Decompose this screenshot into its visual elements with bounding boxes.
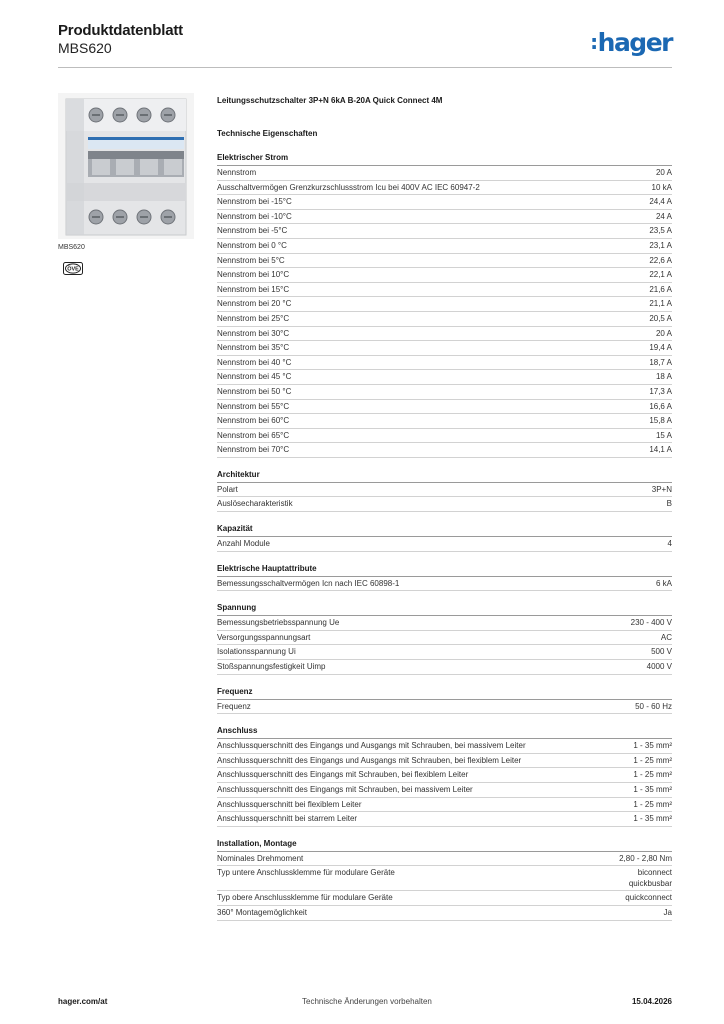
spec-value [649, 312, 672, 326]
spec-row [217, 429, 672, 444]
spec-label: Frequenz [217, 701, 251, 711]
spec-label: Ausschaltvermögen Grenzkurzschlussstrom Icu bei 400V AC IEC 60947-2 [217, 182, 480, 192]
spec-value [649, 297, 672, 311]
spec-row [217, 577, 672, 592]
datasheet-content [217, 96, 672, 921]
group-heading: Elektrische Hauptattribute [217, 562, 672, 577]
spec-value [649, 195, 672, 209]
spec-row [217, 754, 672, 769]
spec-value-text: 20 A [655, 328, 672, 338]
spec-row [217, 341, 672, 356]
spec-value [649, 254, 672, 268]
spec-value-text: 17,3 A [649, 386, 672, 396]
spec-label: Versorgungsspannungsart [217, 632, 311, 642]
spec-value-text: 15 A [655, 430, 672, 440]
spec-value [649, 356, 672, 370]
spec-row [217, 645, 672, 660]
spec-label: Bemessungsbetriebsspannung Ue [217, 618, 340, 628]
footer-notice: Technische Änderungen vorbehalten [302, 997, 432, 1006]
spec-row [217, 700, 672, 715]
spec-row [217, 356, 672, 371]
spec-label: Anschlussquerschnitt des Eingangs und Ausgangs mit Schrauben, bei massivem Leiter [217, 741, 526, 751]
spec-value-text: 1 - 25 mm² [633, 755, 672, 765]
spec-value [635, 700, 672, 714]
spec-label: Typ obere Anschlussklemme für modulare Geräte [217, 893, 393, 903]
product-code: MBS620 [58, 40, 112, 56]
spec-value [619, 852, 672, 866]
spec-value-text: 24,4 A [649, 197, 672, 207]
spec-label: Nennstrom bei 25°C [217, 313, 290, 323]
spec-label: Bemessungsschaltvermögen Icn nach IEC 60898-1 [217, 578, 400, 588]
spec-value-text: 1 - 25 mm² [633, 799, 672, 809]
spec-label: 360° Montagemöglichkeit [217, 907, 307, 917]
spec-label: Anschlussquerschnitt des Eingangs mit Schrauben, bei massivem Leiter [217, 785, 473, 794]
spec-row [217, 443, 672, 458]
spec-value [668, 537, 672, 551]
spec-value-text: 18,7 A [649, 357, 672, 367]
spec-label: Isolationsspannung Ui [217, 647, 296, 657]
spec-value [633, 739, 672, 753]
spec-row [217, 385, 672, 400]
spec-value [633, 754, 672, 768]
spec-value [633, 768, 672, 782]
spec-value [651, 645, 672, 659]
spec-value-text: 23,1 A [649, 240, 672, 250]
spec-value-text: 22,1 A [649, 270, 672, 280]
spec-row [217, 370, 672, 385]
spec-value-text: 6 kA [655, 578, 672, 588]
spec-label: Nennstrom bei 40 °C [217, 357, 292, 367]
spec-value-text: 16,6 A [649, 401, 672, 411]
group-heading: Anschluss [217, 724, 672, 739]
spec-label: Stoßspannungsfestigkeit Uimp [217, 662, 326, 672]
spec-value [667, 497, 672, 511]
spec-value-text: 23,5 A [649, 226, 672, 236]
spec-label: Anschlussquerschnitt des Eingangs mit Schrauben, bei flexiblem Leiter [217, 770, 469, 780]
spec-label: Nennstrom bei -15°C [217, 197, 292, 207]
group-heading: Frequenz [217, 685, 672, 700]
spec-value [649, 414, 672, 428]
spec-row [217, 239, 672, 254]
spec-label: Nennstrom bei 60°C [217, 416, 290, 426]
spec-label: Nennstrom bei 35°C [217, 343, 290, 353]
spec-label: Nennstrom bei 10°C [217, 270, 290, 280]
spec-row [217, 906, 672, 921]
spec-value [656, 577, 672, 591]
spec-value [656, 370, 672, 384]
spec-row [217, 210, 672, 225]
spec-row [217, 866, 672, 891]
spec-value [656, 166, 672, 180]
spec-value [649, 239, 672, 253]
group-heading: Elektrischer Strom [217, 151, 672, 166]
spec-row [217, 181, 672, 196]
spec-value-text: biconnect [637, 868, 672, 878]
svg-text:ÖVE: ÖVE [67, 266, 79, 273]
spec-groups [217, 151, 672, 921]
product-title: Leitungsschutzschalter 3P+N 6kA B-20A Quick Connect 4M [217, 96, 443, 105]
spec-row [217, 798, 672, 813]
spec-value-text-2: quickbusbar [628, 879, 672, 889]
spec-value-text: 21,1 A [649, 299, 672, 309]
hager-logo: :hager [590, 28, 672, 57]
group-heading: Installation, Montage [217, 837, 672, 852]
spec-value-text: 4 [667, 539, 672, 549]
footer-date: 15.04.2026 [631, 997, 672, 1006]
spec-label: Nennstrom bei 65°C [217, 430, 290, 440]
spec-label: Nennstrom bei -10°C [217, 211, 292, 221]
header-divider [58, 67, 672, 68]
spec-value-text: 20,5 A [649, 313, 672, 323]
spec-row [217, 224, 672, 239]
spec-row [217, 852, 672, 867]
spec-value [649, 283, 672, 297]
spec-label: Nennstrom bei 70°C [217, 445, 290, 455]
spec-row [217, 783, 672, 798]
spec-value [649, 443, 672, 457]
spec-row [217, 268, 672, 283]
spec-value [661, 631, 672, 645]
spec-row [217, 312, 672, 327]
spec-label: Anschlussquerschnitt bei starrem Leiter [217, 814, 358, 824]
spec-row [217, 327, 672, 342]
spec-value-text: 230 - 400 V [630, 618, 672, 628]
spec-value-text: 1 - 35 mm² [633, 741, 672, 751]
spec-row [217, 283, 672, 298]
spec-row [217, 195, 672, 210]
spec-row [217, 537, 672, 552]
spec-value-text: 1 - 35 mm² [633, 814, 672, 824]
spec-value-text: 10 kA [651, 182, 672, 192]
spec-value-text: 15,8 A [649, 416, 672, 426]
spec-row [217, 616, 672, 631]
spec-row [217, 400, 672, 415]
spec-label: Anschlussquerschnitt des Eingangs und Ausgangs mit Schrauben, bei flexiblem Leiter [217, 755, 522, 765]
spec-label: Nennstrom bei 55°C [217, 401, 290, 411]
spec-value [649, 224, 672, 238]
spec-row [217, 812, 672, 827]
spec-value [649, 268, 672, 282]
spec-row [217, 660, 672, 675]
spec-value [649, 385, 672, 399]
spec-value [633, 798, 672, 812]
spec-value [647, 660, 672, 674]
spec-label: Polart [217, 484, 238, 494]
spec-value [656, 327, 672, 341]
spec-value-text: 1 - 25 mm² [633, 770, 672, 780]
spec-value-text: 4000 V [646, 662, 672, 672]
spec-row [217, 497, 672, 512]
spec-value [633, 812, 672, 826]
spec-value [649, 400, 672, 414]
ove-certification-icon [63, 262, 83, 275]
spec-row [217, 254, 672, 269]
section-title: Technische Eigenschaften [217, 129, 318, 138]
spec-label: Nennstrom bei 30°C [217, 328, 290, 338]
spec-value-text: 20 A [655, 168, 672, 177]
spec-value-text: 1 - 35 mm² [633, 785, 672, 794]
spec-value-text: B [666, 499, 672, 509]
spec-value [629, 866, 672, 890]
spec-value [652, 181, 672, 195]
spec-row [217, 631, 672, 646]
spec-value [656, 429, 672, 443]
spec-value-text: 14,1 A [649, 445, 672, 455]
spec-label: Nennstrom bei 15°C [217, 284, 290, 294]
group-heading: Architektur [217, 468, 672, 483]
image-caption: MBS620 [58, 244, 85, 251]
spec-value-text: 3P+N [651, 484, 672, 494]
spec-value-text: Ja [663, 907, 672, 917]
spec-value [664, 906, 672, 920]
spec-row [217, 166, 672, 181]
spec-row [217, 739, 672, 754]
spec-label: Nennstrom bei 45 °C [217, 372, 292, 382]
spec-label: Nennstrom [217, 168, 257, 177]
spec-value-text: quickconnect [625, 893, 672, 903]
spec-label: Nennstrom bei 20 °C [217, 299, 292, 309]
spec-value [652, 483, 672, 497]
spec-label: Auslösecharakteristik [217, 499, 293, 509]
spec-label: Typ untere Anschlussklemme für modulare Geräte [217, 868, 395, 878]
spec-label: Nominales Drehmoment [217, 853, 304, 863]
spec-value [625, 891, 672, 905]
spec-label: Nennstrom bei 50 °C [217, 386, 292, 396]
spec-value-text: 500 V [651, 647, 672, 657]
spec-row [217, 891, 672, 906]
spec-value-text: 22,6 A [649, 255, 672, 265]
product-image [58, 93, 194, 239]
spec-value-text: 21,6 A [649, 284, 672, 294]
spec-value-text: 50 - 60 Hz [635, 701, 672, 711]
spec-value-text: 18 A [655, 372, 672, 382]
spec-value-text: 24 A [655, 211, 672, 221]
spec-label: Nennstrom bei 5°C [217, 255, 285, 265]
spec-label: Anzahl Module [217, 539, 270, 549]
spec-value-text: AC [660, 632, 672, 642]
footer-website[interactable]: hager.com/at [58, 997, 108, 1006]
page-title: Produktdatenblatt [58, 22, 183, 39]
spec-value [656, 210, 672, 224]
group-heading: Spannung [217, 601, 672, 616]
spec-value [631, 616, 672, 630]
spec-row [217, 768, 672, 783]
spec-row [217, 297, 672, 312]
spec-value [649, 341, 672, 355]
spec-value [633, 783, 672, 797]
spec-label: Nennstrom bei -5°C [217, 226, 288, 236]
spec-row [217, 414, 672, 429]
spec-label: Anschlussquerschnitt bei flexiblem Leiter [217, 799, 362, 809]
spec-label: Nennstrom bei 0 °C [217, 240, 287, 250]
spec-row [217, 483, 672, 498]
spec-value-text: 2,80 - 2,80 Nm [619, 853, 672, 863]
group-heading: Kapazität [217, 522, 672, 537]
spec-value-text: 19,4 A [649, 343, 672, 353]
